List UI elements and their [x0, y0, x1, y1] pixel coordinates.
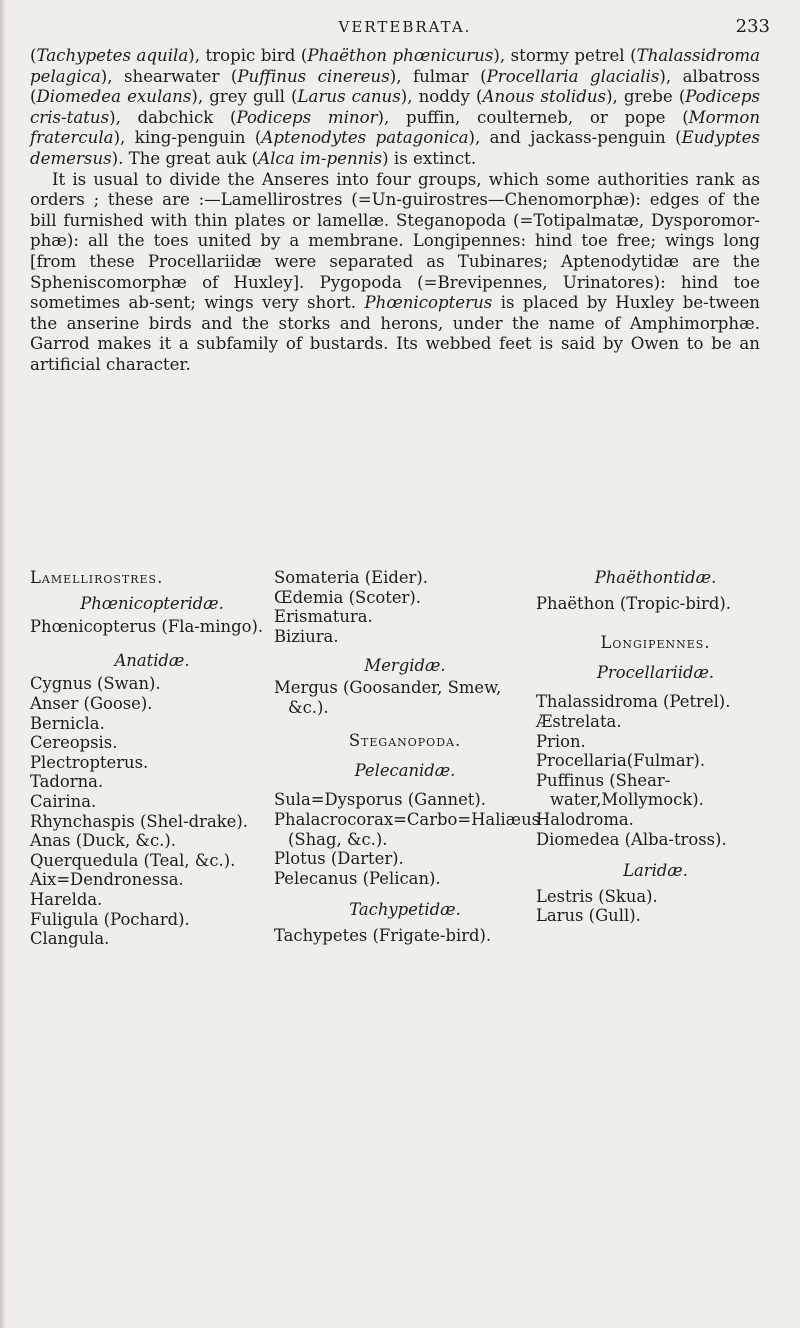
family-heading: Pelecanidæ. — [354, 760, 456, 780]
text-run: ), king-penguin ( — [113, 128, 262, 148]
genus-entry: Pelecanus (Pelican). — [274, 868, 441, 888]
italic-text-run: Aptenodytes patagonica — [261, 128, 469, 148]
italic-text-run: Procellaria glacialis — [486, 66, 660, 86]
genus-entry: Clangula. — [30, 929, 110, 949]
family-heading: Phœnicopteridæ. — [80, 593, 224, 613]
genus-entry: Thalassidroma (Petrel). — [536, 692, 731, 712]
genus-entry: Œdemia (Scoter). — [274, 587, 421, 607]
italic-text-run: Anous stolidus — [482, 87, 607, 107]
genus-entry: Æstrelata. — [536, 711, 622, 731]
text-run: It is usual to divide the Anseres into four groups, which some authorities rank as orders ; these are :—Lamellirostres (=Un-guirostres—Chenomorphæ): edges of the bill furnished with thin plates or lamellæ. Steganopoda (=Totipalmatæ, Dysporomor-phæ): all the toes united by a membrane. Longipennes: hind toe free; wings long [from these Procellariidæ were separated as Tubinares; Aptenodytidæ are the Spheniscomorphæ of Huxley]. Pygopoda (=Brevipennes, Urinatores): hind toe sometimes ab-sent; wings very short. — [30, 169, 760, 313]
italic-text-run: Puffinus cinereus — [237, 66, 390, 86]
classification-table — [30, 568, 775, 949]
genus-entry: Somateria (Eider). — [274, 568, 428, 587]
column-3 — [536, 568, 775, 926]
genus-entry: Phaëthon (Tropic-bird). — [536, 593, 731, 613]
text-run: ( — [30, 46, 37, 65]
genus-entry: Anser (Goose). — [30, 693, 153, 713]
family-heading: Procellariidæ. — [596, 662, 715, 682]
text-run: ), shearwater ( — [100, 66, 238, 86]
genus-entry: Tachypetes (Frigate-bird). — [274, 925, 492, 945]
text-run: ), noddy ( — [400, 87, 483, 107]
page-number: 233 — [735, 16, 770, 37]
italic-text-run: Phaëthon phœnicurus — [307, 46, 494, 65]
text-run: ), albatross ( — [30, 66, 760, 107]
text-run: ). The great auk ( — [111, 148, 259, 168]
italic-text-run: Podiceps cris-tatus — [30, 87, 760, 127]
text-run: ), grebe ( — [606, 87, 686, 107]
genus-entry: Phœnicopterus (Fla-mingo). — [30, 617, 264, 637]
group-heading: Lamellirostres. — [30, 568, 164, 587]
genus-entry: Phalacrocorax=Carbo=Haliæus (Shag, &c.). — [274, 809, 541, 849]
genus-entry: Aix=Dendronessa. — [30, 870, 184, 890]
text-run: ) is extinct. — [382, 148, 477, 168]
genus-entry: Bernicla. — [30, 713, 105, 733]
italic-text-run: Larus canus — [297, 87, 401, 107]
family-heading: Tachypetidæ. — [349, 900, 461, 920]
genus-entry: Tadorna. — [30, 772, 104, 792]
genus-entry: Harelda. — [30, 889, 103, 909]
genus-entry: Cygnus (Swan). — [30, 674, 161, 694]
family-heading: Laridæ. — [623, 861, 688, 881]
genus-entry: Puffinus (Shear-water,Mollymock). — [536, 770, 704, 810]
genus-entry: Rhynchaspis (Shel-drake). — [30, 811, 248, 831]
italic-text-run: Mormon fratercula — [30, 107, 761, 148]
family-heading: Anatidæ. — [114, 650, 190, 670]
genus-entry: Halodroma. — [536, 809, 634, 829]
running-title: VERTEBRATA. — [338, 18, 472, 36]
genus-entry: Cairina. — [30, 791, 97, 811]
text-run: ), tropic bird ( — [188, 46, 308, 65]
text-run: ), fulmar ( — [389, 66, 487, 86]
column-1 — [30, 568, 274, 949]
genus-entry: Prion. — [536, 731, 586, 751]
genus-entry: Mergus (Goosander, Smew, &c.). — [274, 677, 502, 717]
italic-text-run: Eudyptes demersus — [30, 128, 761, 168]
family-heading: Mergidæ. — [364, 656, 446, 676]
italic-text-run: Diomedea exulans — [36, 87, 192, 107]
genus-entry: Diomedea (Alba-tross). — [536, 829, 727, 849]
text-run: ), dabchick ( — [109, 107, 237, 127]
group-heading: Steganopoda. — [348, 731, 462, 751]
genus-entry: Sula=Dysporus (Gannet). — [274, 790, 486, 810]
genus-entry: Procellaria(Fulmar). — [536, 751, 706, 771]
italic-text-run: Podiceps minor — [236, 107, 378, 127]
italic-text-run: Thalassidroma pelagica — [30, 46, 760, 86]
paragraph-anseres-groups — [30, 170, 760, 376]
genus-entry: Plectropterus. — [30, 752, 149, 772]
genus-entry: Plotus (Darter). — [274, 849, 404, 869]
italic-text-run: Tachypetes aquila — [36, 46, 189, 65]
body-text — [30, 46, 760, 376]
genus-entry: Querquedula (Teal, &c.). — [30, 850, 236, 870]
genus-entry: Fuligula (Pochard). — [30, 909, 190, 929]
italic-text-run: Phœnicopterus — [364, 293, 493, 313]
family-heading: Phaëthontidæ. — [594, 568, 717, 587]
genus-entry: Larus (Gull). — [536, 906, 641, 926]
column-2 — [274, 568, 541, 945]
group-heading: Longipennes. — [600, 633, 711, 653]
text-run: is placed by Huxley be-tween the anserine birds and the storks and herons, under the name of Amphimorphæ. Garrod makes it a subfamily of bustards. Its webbed feet is said by Owen to be an artificial character. — [30, 293, 760, 374]
genus-entry: Erismatura. — [274, 607, 373, 627]
genus-entry: Biziura. — [274, 626, 339, 646]
text-run: ), and jackass-penguin ( — [468, 128, 682, 148]
page-header — [40, 12, 770, 40]
paragraph-bird-list — [30, 46, 760, 170]
text-run: ), stormy petrel ( — [493, 46, 637, 65]
text-run: ), puffin, coulterneb, or pope ( — [377, 107, 689, 127]
italic-text-run: Alca im-pennis — [258, 148, 383, 168]
genus-entry: Lestris (Skua). — [536, 886, 658, 906]
page-edge-shadow — [0, 0, 6, 1328]
genus-entry: Cereopsis. — [30, 733, 118, 753]
genus-entry: Anas (Duck, &c.). — [30, 831, 176, 851]
text-run: ), grey gull ( — [191, 87, 298, 107]
